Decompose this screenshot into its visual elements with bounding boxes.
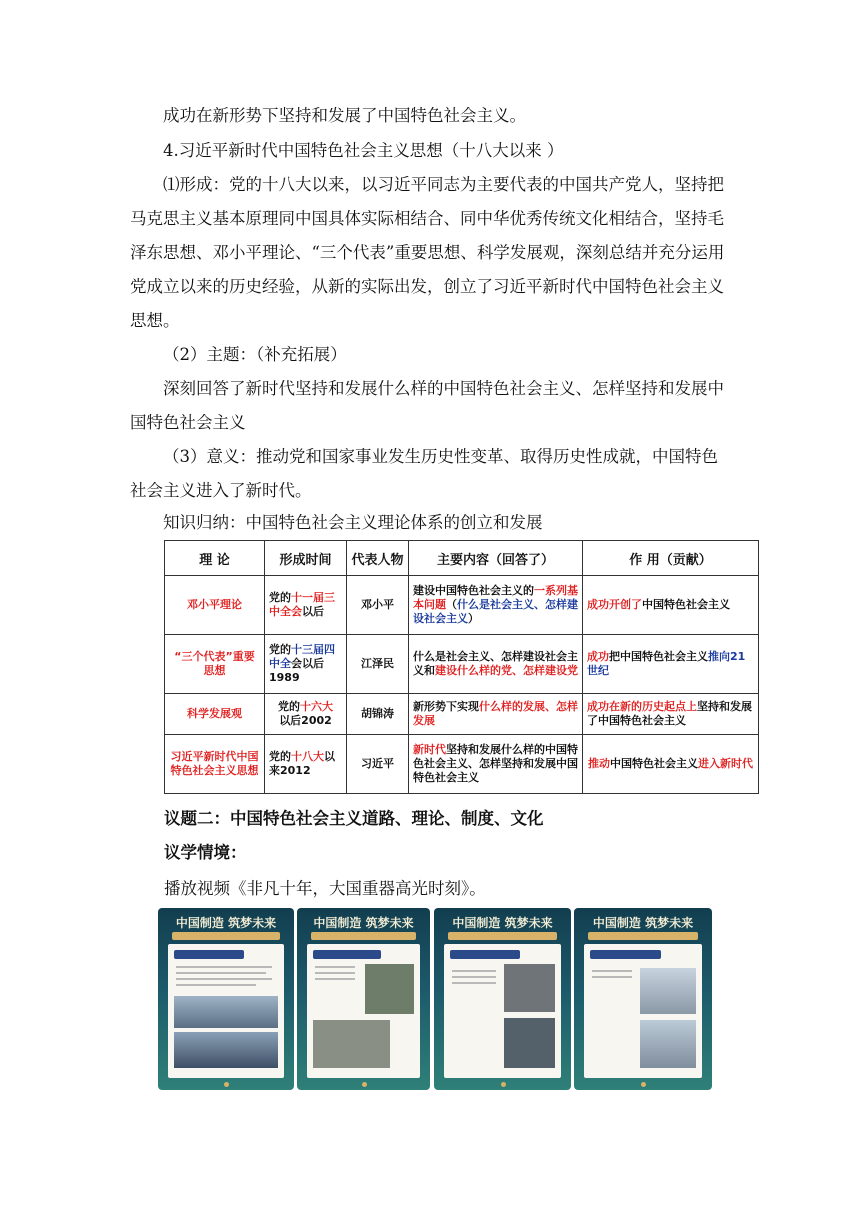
table-row <box>165 735 759 794</box>
thumbnail-title: 中国制造 筑梦未来 <box>452 916 553 930</box>
thumbnail-aircraft-carrier[interactable] <box>158 908 294 1090</box>
paragraph-theme: 深刻回答了新时代坚持和发展什么样的中国特色社会主义、怎样坚持和发展中国特色社会主义 <box>130 379 724 432</box>
cell-content: 什么是社会主义、怎样建设社会主义和建设什么样的党、怎样建设党 <box>409 634 583 693</box>
cell-time: 党的十一届三中全会以后 <box>265 576 347 635</box>
thumbnail-banner <box>172 932 280 940</box>
antenna-photo <box>313 1020 390 1068</box>
cell-effect: 推动中国特色社会主义进入新时代 <box>583 735 759 794</box>
cell-theory: 习近平新时代中国特色社会主义思想 <box>165 735 265 794</box>
page-dot <box>224 1082 229 1087</box>
thumbnail-caption-bar <box>450 950 520 959</box>
jet-photo <box>640 1020 696 1068</box>
machine-photo <box>504 1018 555 1068</box>
theory-system-table <box>164 540 759 794</box>
thumbnail-telescope[interactable] <box>297 908 430 1090</box>
thumbnail-caption-bar <box>313 950 381 959</box>
cell-content: 建设中国特色社会主义的一系列基本问题（什么是社会主义、怎样建设社会主义） <box>409 576 583 635</box>
thumbnail-card <box>168 944 284 1078</box>
thumbnail-caption-bar <box>174 950 244 959</box>
machine-photo <box>504 964 555 1012</box>
header-person: 代表人物 <box>347 541 409 576</box>
thumbnail-title: 中国制造 筑梦未来 <box>592 916 694 930</box>
section-heading-4: 4.习近平新时代中国特色社会主义思想（十八大以来 ） <box>163 141 564 160</box>
topic-two-heading: 议题二：中国特色社会主义道路、理论、制度、文化 <box>164 809 544 828</box>
table-row <box>165 693 759 734</box>
paragraph-significance: （3）意义：推动党和国家事业发生历史性变革、取得历史性成就，中国特色社会主义进入了新时代。 <box>130 447 718 500</box>
page-dot <box>501 1082 506 1087</box>
cell-time: 党的十三届四中全会以后1989 <box>265 634 347 693</box>
thumbnail-card <box>584 944 702 1078</box>
page-dot <box>641 1082 646 1087</box>
thumbnail-card <box>444 944 561 1078</box>
text-line <box>176 972 266 974</box>
cell-content: 新形势下实现什么样的发展、怎样发展 <box>409 693 583 734</box>
cell-effect: 成功开创了中国特色社会主义 <box>583 576 759 635</box>
cell-theory: “三个代表”重要思想 <box>165 634 265 693</box>
text-line <box>452 970 496 972</box>
text-line <box>452 982 496 984</box>
thumbnail-banner <box>588 932 698 940</box>
thumbnail-caption-bar <box>590 950 661 959</box>
text-line <box>176 966 272 968</box>
thumbnail-title: 中国制造 筑梦未来 <box>313 916 414 930</box>
cell-time: 党的十八大以来2012 <box>265 735 347 794</box>
cell-theory: 科学发展观 <box>165 693 265 734</box>
table-header-row <box>165 541 759 576</box>
page-dot <box>362 1082 367 1087</box>
header-content: 主要内容（回答了） <box>409 541 583 576</box>
thumbnail-fighter-jet[interactable] <box>574 908 712 1090</box>
text-line <box>176 978 272 980</box>
thumbnail-card <box>307 944 420 1078</box>
header-time: 形成时间 <box>265 541 347 576</box>
paragraph-formation: ⑴形成：党的十八大以来，以习近平同志为主要代表的中国共产党人，坚持把马克思主义基本原理同中国具体实际相结合、同中华优秀传统文化相结合，坚持毛泽东思想、邓小平理论、“三个代表”重要思想、科学发展观，深刻总结并充分运用党成立以来的历史经验，从新的实际出发，创立了习近平新时代中国特色社会主义思想。 <box>130 175 725 330</box>
cell-effect: 成功把中国特色社会主义推向21世纪 <box>583 634 759 693</box>
cell-person: 江泽民 <box>347 634 409 693</box>
thumbnail-title: 中国制造 筑梦未来 <box>175 916 277 930</box>
cell-theory: 邓小平理论 <box>165 576 265 635</box>
carrier-photo <box>174 1032 278 1068</box>
text-line <box>592 976 632 978</box>
jet-photo <box>640 968 696 1014</box>
table-row <box>165 576 759 635</box>
carrier-photo <box>174 996 278 1028</box>
antenna-photo <box>365 964 414 1014</box>
cell-time: 党的十六大 以后2002 <box>265 693 347 734</box>
cell-content: 新时代坚持和发展什么样的中国特色社会主义、怎样坚持和发展中国特色社会主义 <box>409 735 583 794</box>
learning-context-heading: 议学情境： <box>164 843 247 862</box>
thumbnail-machinery[interactable] <box>434 908 571 1090</box>
text-line <box>452 976 496 978</box>
text-line <box>315 978 355 980</box>
video-description: 播放视频《非凡十年，大国重器高光时刻》。 <box>164 879 486 898</box>
cell-effect: 成功在新的历史起点上坚持和发展了中国特色社会主义 <box>583 693 759 734</box>
cell-person: 习近平 <box>347 735 409 794</box>
text-line <box>315 972 355 974</box>
thumbnail-banner <box>448 932 557 940</box>
cell-person: 邓小平 <box>347 576 409 635</box>
paragraph-p1: 成功在新形势下坚持和发展了中国特色社会主义。 <box>163 106 526 125</box>
paragraph-theme-label: （2）主题：（补充拓展） <box>163 345 347 364</box>
header-effect: 作 用（贡献） <box>583 541 759 576</box>
cell-person: 胡锦涛 <box>347 693 409 734</box>
knowledge-summary-heading: 知识归纳：中国特色社会主义理论体系的创立和发展 <box>163 513 543 532</box>
thumbnail-banner <box>311 932 416 940</box>
table-row <box>165 634 759 693</box>
text-line <box>592 970 632 972</box>
text-line <box>176 984 256 986</box>
header-theory: 理 论 <box>165 541 265 576</box>
text-line <box>315 966 355 968</box>
